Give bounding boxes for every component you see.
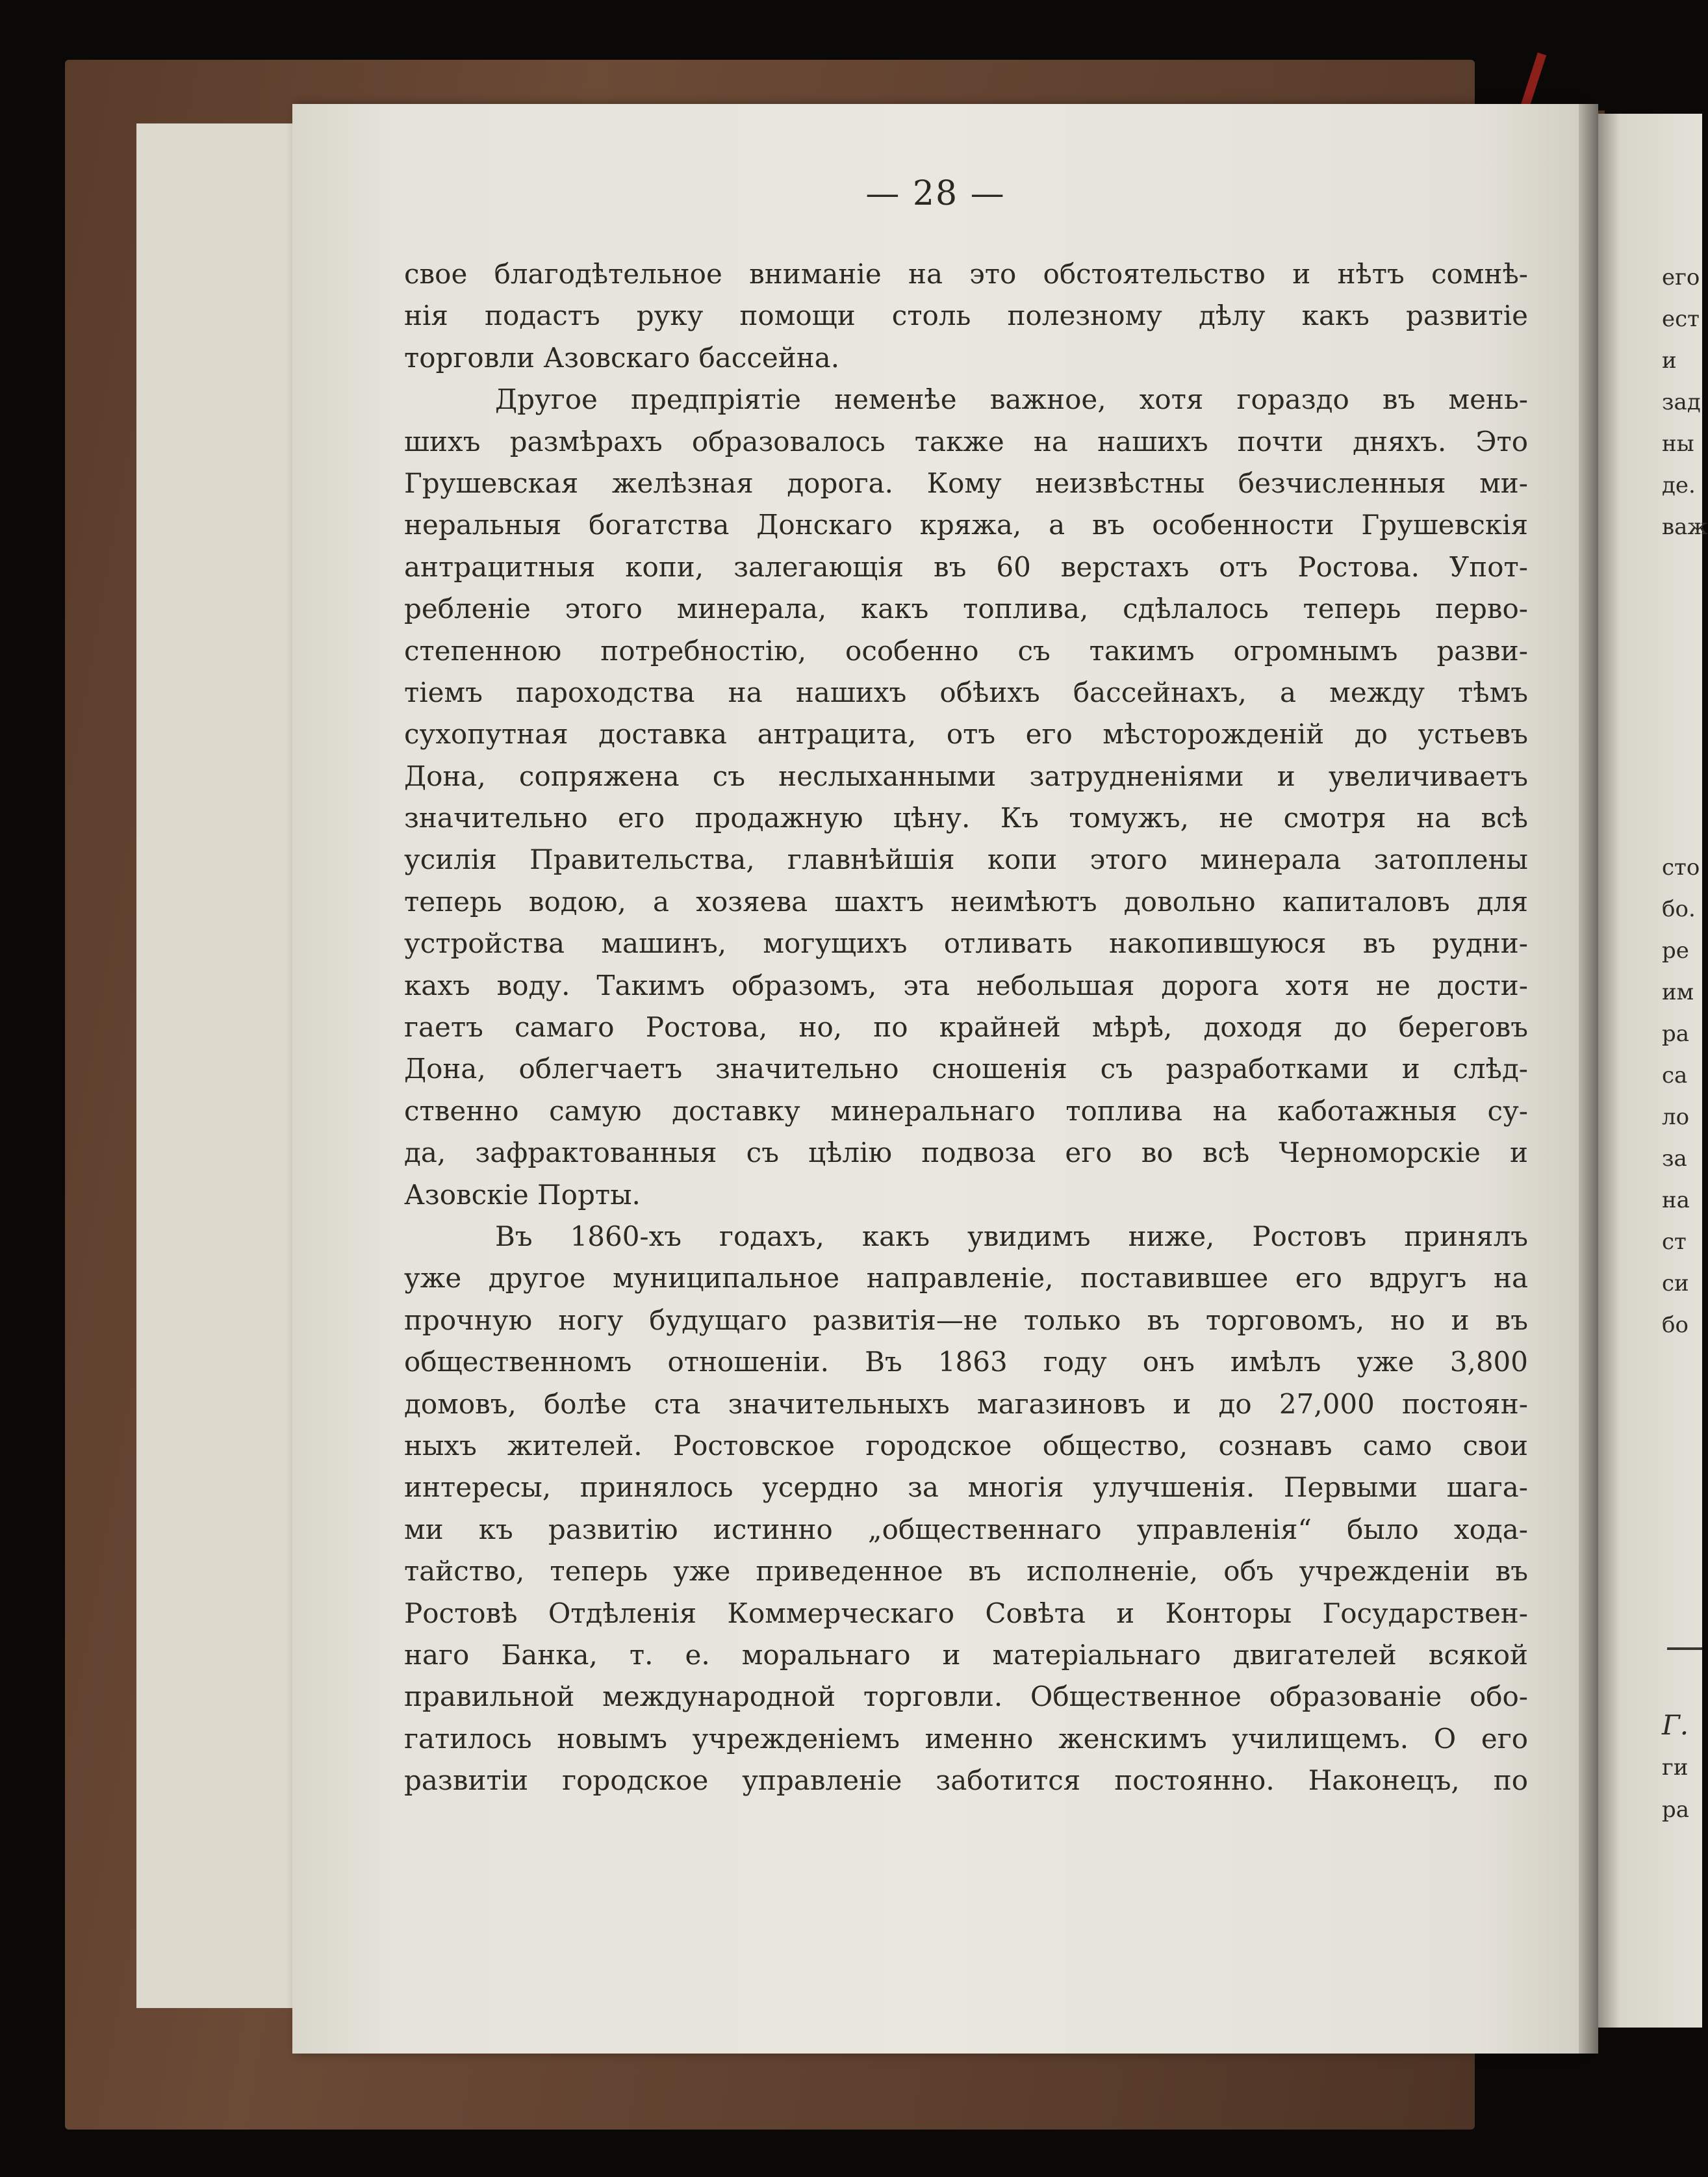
facing-page-fragment: бо (1662, 1312, 1689, 1338)
text-line: правильной международной торговли. Общественное образованіе обо- (404, 1681, 1528, 1713)
text-line: торговли Азовскаго бассейна. (404, 341, 840, 374)
facing-page-fragment: ст (1662, 1229, 1687, 1255)
text-line: уже другое муниципальное направленіе, поставившее его вдругъ на (404, 1262, 1528, 1295)
page-body-text (404, 253, 1528, 1801)
facing-page-fragment: си (1662, 1270, 1689, 1296)
facing-page-fragment: ест (1662, 306, 1700, 332)
text-line: Другое предпріятіе неменѣе важное, хотя гораздо въ мень- (495, 383, 1528, 416)
facing-page-fragment: на (1662, 1187, 1690, 1213)
facing-page-fragment: де. (1662, 472, 1696, 498)
text-line: шихъ размѣрахъ образовалось также на нашихъ почти дняхъ. Это (404, 425, 1528, 457)
text-line: сухопутная доставка антрацита, отъ его мѣсторожденій до устьевъ (404, 718, 1528, 751)
text-line: кахъ воду. Такимъ образомъ, эта небольшая дорога хотя не дости- (404, 969, 1528, 1001)
facing-page-fragment: важ (1662, 514, 1708, 540)
facing-page-fragment: и (1662, 348, 1677, 374)
text-line: теперь водою, а хозяева шахтъ неимѣютъ довольно капиталовъ для (404, 885, 1528, 918)
facing-page (1597, 114, 1708, 2028)
facing-page-fragment: ра (1662, 1021, 1690, 1047)
facing-page-fragment: ре (1662, 938, 1689, 964)
text-line: тіемъ пароходства на нашихъ обѣихъ бассейнахъ, а между тѣмъ (404, 676, 1528, 708)
facing-page-fragment: Г. (1662, 1709, 1689, 1741)
text-line: гатилось новымъ учрежденіемъ именно женскимъ училищемъ. О его (404, 1722, 1528, 1755)
facing-page-fragment: ло (1662, 1104, 1690, 1130)
facing-page-rule (1667, 1647, 1702, 1650)
text-line: да, зафрактованныя съ цѣлію подвоза его во всѣ Черноморскіе и (404, 1137, 1528, 1169)
text-line: тайство, теперь уже приведенное въ исполненіе, объ учрежденіи въ (404, 1555, 1528, 1588)
facing-page-fragment: его (1662, 264, 1700, 290)
page-gutter (1579, 104, 1598, 2054)
text-line: интересы, принялось усердно за многія улучшенія. Первыми шага- (404, 1471, 1528, 1504)
text-line: прочную ногу будущаго развитія—не только въ торговомъ, но и въ (404, 1304, 1528, 1336)
text-line: Дона, сопряжена съ неслыханными затрудненіями и увеличиваетъ (404, 760, 1528, 792)
text-line: Дона, облегчаетъ значительно сношенія съ разработками и слѣд- (404, 1053, 1528, 1085)
facing-page-fragment: сто (1662, 855, 1700, 881)
facing-page-fragment: са (1662, 1063, 1688, 1088)
text-line: нія подастъ руку помощи столь полезному дѣлу какъ развитіе (404, 300, 1528, 332)
text-line: значительно его продажную цѣну. Къ томужъ, не смотря на всѣ (404, 802, 1528, 834)
text-line: Ростовѣ Отдѣленія Коммерческаго Совѣта и Конторы Государствен- (404, 1597, 1528, 1629)
text-line: наго Банка, т. е. моральнаго и матеріальнаго двигателей всякой (404, 1638, 1528, 1671)
text-line: усилія Правительства, главнѣйшія копи этого минерала затоплены (404, 844, 1528, 876)
facing-page-fragment: зад (1662, 389, 1701, 415)
text-line: Азовскіе Порты. (404, 1178, 641, 1211)
text-line: неральныя богатства Донскаго кряжа, а въ особенности Грушевскія (404, 509, 1528, 541)
text-line: гаетъ самаго Ростова, но, по крайней мѣрѣ, доходя до береговъ (404, 1011, 1528, 1044)
text-line: развитіи городское управленіе заботится постоянно. Наконецъ, по (404, 1764, 1528, 1797)
text-line: антрацитныя копи, залегающія въ 60 верстахъ отъ Ростова. Упот- (404, 550, 1528, 583)
facing-page-fragment: за (1662, 1146, 1687, 1172)
text-line: степенною потребностію, особенно съ такимъ огромнымъ разви- (404, 634, 1528, 667)
text-line: ныхъ жителей. Ростовское городское общество, сознавъ само свои (404, 1429, 1528, 1462)
facing-page-fragment: им (1662, 979, 1694, 1005)
text-line: домовъ, болѣе ста значительныхъ магазиновъ и до 27,000 постоян- (404, 1387, 1528, 1420)
text-line: Въ 1860-хъ годахъ, какъ увидимъ ниже, Ростовъ принялъ (495, 1220, 1528, 1252)
text-line: ми къ развитію истинно „общественнаго управленія“ было хода- (404, 1513, 1528, 1545)
text-line: свое благодѣтельное вниманіе на это обстоятельство и нѣтъ сомнѣ- (404, 258, 1528, 290)
text-line: устройства машинъ, могущихъ отливать накопившуюся въ рудни- (404, 927, 1528, 960)
text-line: ребленіе этого минерала, какъ топлива, сдѣлалось теперь перво- (404, 593, 1528, 625)
facing-page-fragment: ны (1662, 431, 1694, 457)
page-number: — 28 — (865, 174, 1006, 213)
text-line: общественномъ отношеніи. Въ 1863 году онъ имѣлъ уже 3,800 (404, 1346, 1528, 1378)
text-line: Грушевская желѣзная дорога. Кому неизвѣстны безчисленныя ми- (404, 467, 1528, 499)
facing-page-fragment: ра (1662, 1797, 1690, 1823)
facing-page-fragment: ги (1662, 1755, 1689, 1781)
text-line: ственно самую доставку минеральнаго топлива на каботажныя су- (404, 1094, 1528, 1127)
facing-page-fragment: бо. (1662, 896, 1696, 922)
